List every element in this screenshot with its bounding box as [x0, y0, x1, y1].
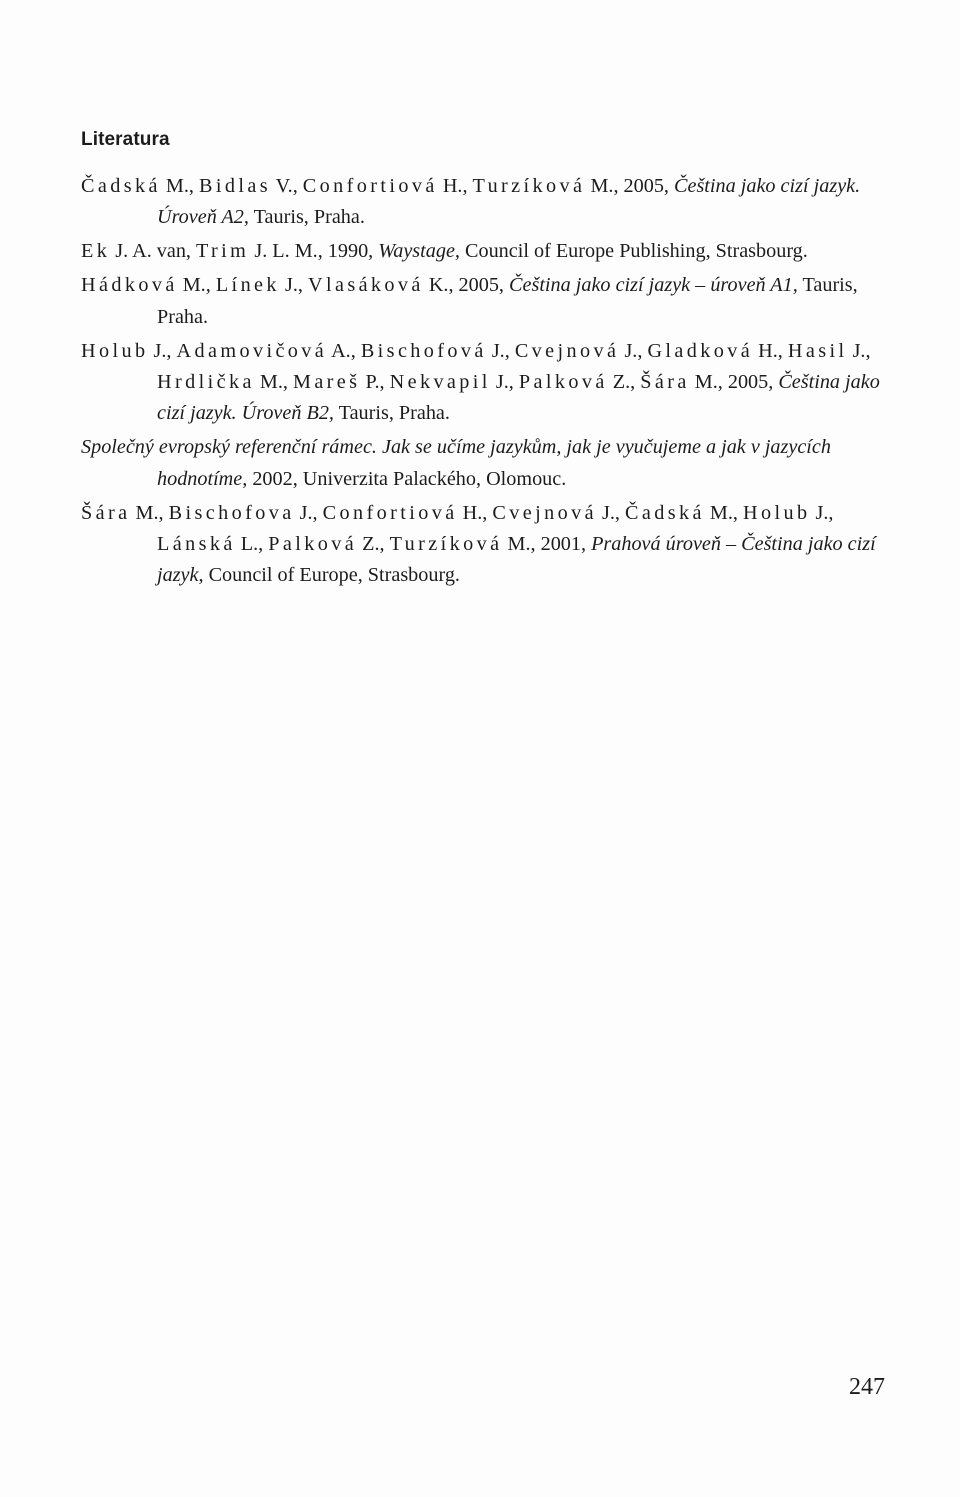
work-title: Prahová úroveň – Čeština jako cizí jazyk, [157, 532, 876, 587]
author-surname: Lánská [157, 532, 236, 555]
author-initials: M., [704, 501, 743, 524]
reference-item [81, 498, 899, 592]
author-initials: H., [457, 501, 493, 524]
author-initials: H., [753, 339, 788, 362]
author-initials: J. A. van, [110, 240, 197, 263]
publisher-info: Council of Europe Publishing, Strasbourg. [459, 240, 808, 263]
author-surname: Turzíková [389, 532, 503, 555]
author-initials: J., [294, 501, 323, 524]
author-surname: Vlasáková [307, 274, 424, 297]
author-surname: Ek [81, 240, 111, 263]
author-initials-year: J. L. M., 1990, [249, 240, 379, 263]
section-heading: Literatura [81, 129, 170, 150]
author-initials: J., [148, 339, 177, 362]
reference-item [81, 171, 899, 234]
author-initials: H., [437, 175, 473, 197]
author-initials: Z., [357, 532, 390, 555]
reference-list [81, 171, 899, 592]
author-initials: J., [847, 339, 871, 362]
author-surname: Čadská [81, 175, 161, 197]
reference-item [81, 432, 899, 495]
author-initials: M., [177, 274, 216, 297]
reference-item [81, 236, 899, 267]
author-initials: V., [270, 175, 303, 197]
author-initials: Z., [607, 370, 641, 393]
reference-item [81, 270, 899, 333]
author-surname: Hrdlička [157, 370, 255, 393]
author-initials: J., [279, 274, 308, 297]
author-initials-year: M., 2005, [585, 175, 675, 197]
author-surname: Trim [196, 240, 250, 263]
author-initials: J., [596, 501, 625, 524]
author-initials: A., [327, 339, 361, 362]
author-surname: Holub [742, 501, 811, 524]
author-initials: M., [130, 501, 169, 524]
author-surname: Hasil [787, 339, 848, 362]
author-initials-year: M., 2005, [689, 370, 779, 393]
work-title: Čeština jako cizí jazyk – úroveň A1, [509, 274, 798, 297]
work-title: Waystage, [378, 240, 460, 263]
author-surname: Šára [81, 501, 131, 524]
publisher-info: 2002, Univerzita Palackého, Olomouc. [247, 467, 567, 490]
author-surname: Holub [81, 339, 149, 362]
author-initials: J., [619, 339, 648, 362]
author-surname: Nekvapil [389, 370, 491, 393]
reference-item [81, 336, 899, 430]
author-surname: Šára [640, 370, 690, 393]
author-initials: M., [160, 175, 199, 197]
author-surname: Gladková [647, 339, 754, 362]
author-initials: J., [810, 501, 834, 524]
author-surname: Palková [518, 370, 608, 393]
author-surname: Bidlas [198, 175, 271, 197]
work-title: Čeština jako cizí jazyk. Úroveň A2, [157, 175, 861, 229]
publisher-info: Tauris, Praha. [333, 402, 450, 425]
author-surname: Línek [215, 274, 280, 297]
author-surname: Čadská [625, 501, 705, 524]
author-initials: J., [486, 339, 515, 362]
publisher-info: Tauris, Praha. [248, 206, 365, 229]
author-surname: Confortiová [322, 501, 458, 524]
author-initials-year: K., 2005, [423, 274, 510, 297]
author-surname: Bischofová [360, 339, 487, 362]
work-title: Společný evropský referenční rámec. Jak se učíme jazykům, jak je vyučujeme a jak v jazycích hodnotíme, [81, 436, 831, 490]
author-initials: P., [360, 370, 390, 393]
author-initials: M., [254, 370, 293, 393]
author-surname: Bischofova [168, 501, 295, 524]
author-surname: Hádková [81, 274, 178, 297]
author-surname: Adamovičová [176, 339, 328, 362]
page-number: 247 [849, 1374, 885, 1400]
author-initials-year: M., 2001, [502, 532, 592, 555]
publisher-info: Tauris, Praha. [157, 274, 858, 328]
publisher-info: Council of Europe, Strasbourg. [203, 564, 460, 587]
author-surname: Cvejnová [514, 339, 620, 362]
author-surname: Cvejnová [492, 501, 597, 524]
author-surname: Confortiová [302, 175, 438, 197]
author-initials: J., [490, 370, 519, 393]
author-surname: Mareš [292, 370, 361, 393]
author-surname: Palková [268, 532, 358, 555]
author-initials: L., [235, 532, 269, 555]
author-surname: Turzíková [472, 175, 586, 197]
work-title: Čeština jako cizí jazyk. Úroveň B2, [157, 370, 880, 425]
